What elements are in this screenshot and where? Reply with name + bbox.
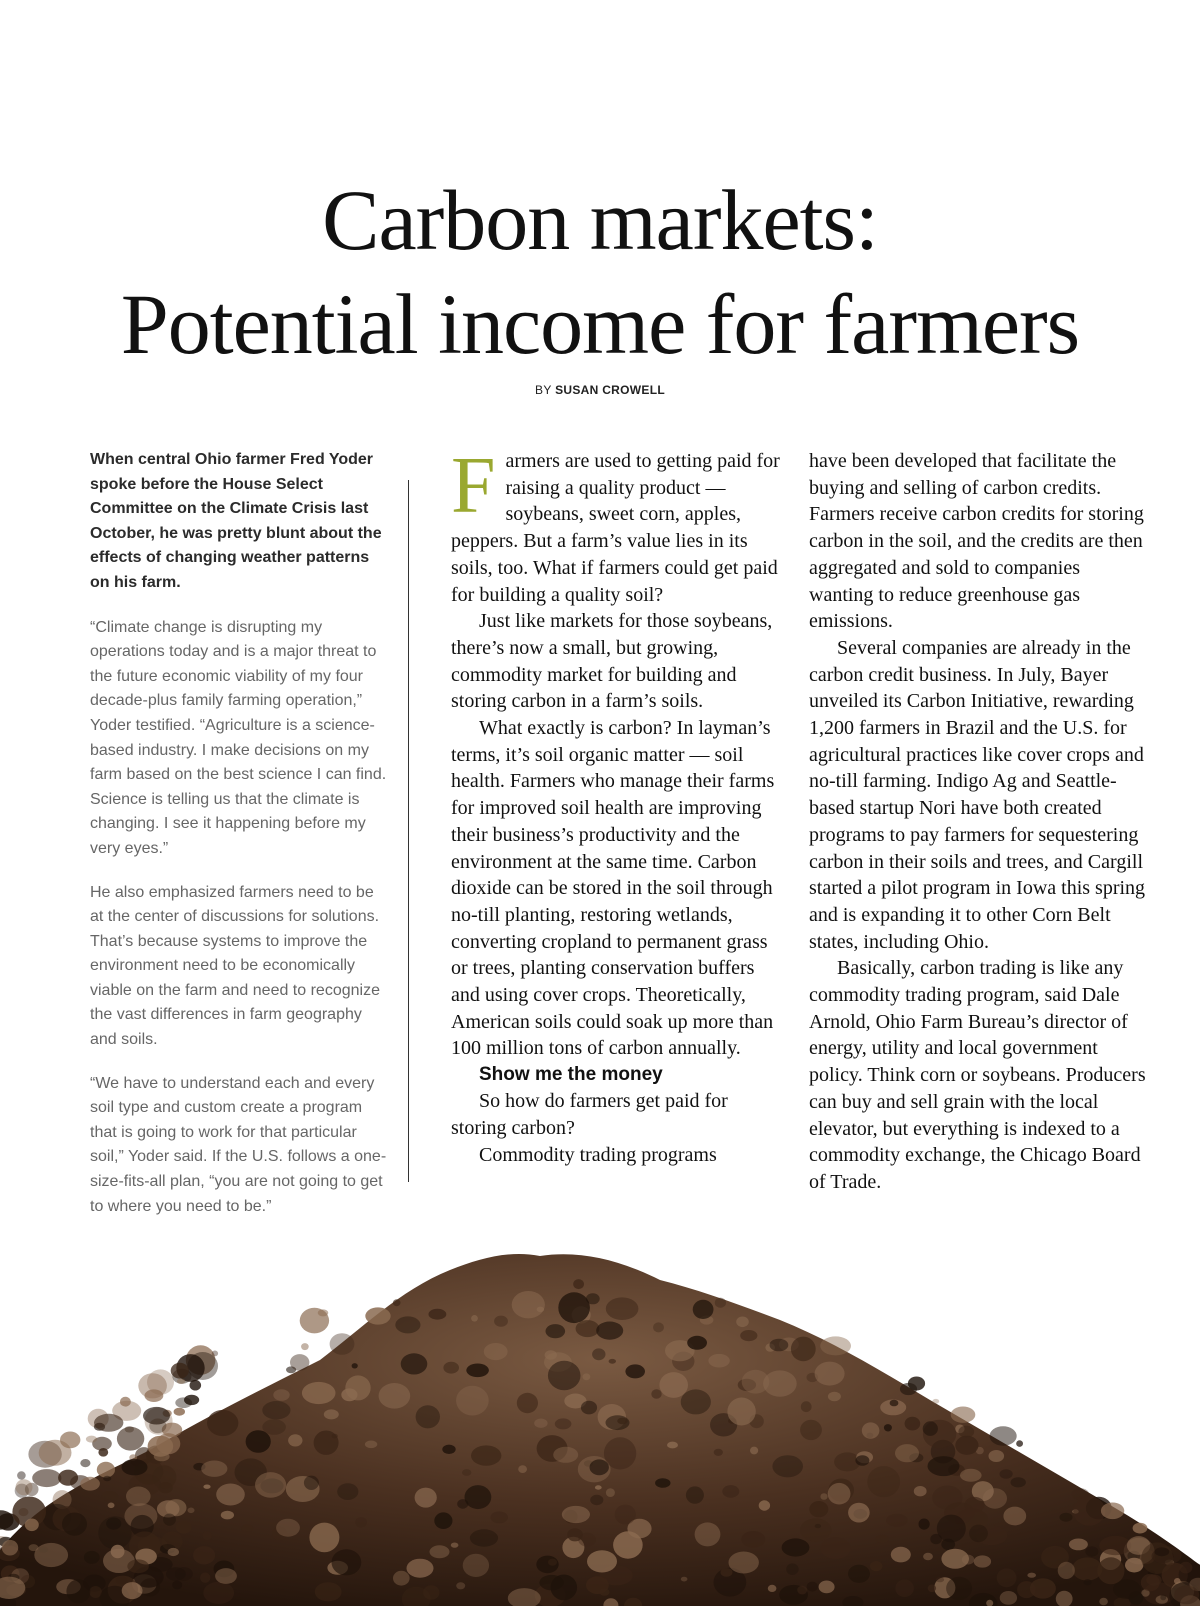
soil-clod — [1155, 1547, 1170, 1556]
soil-clod — [809, 1501, 828, 1517]
soil-clod — [149, 1419, 166, 1434]
soil-clod — [465, 1485, 492, 1509]
title-line-2: Potential income for farmers — [120, 276, 1080, 372]
soil-clod — [548, 1559, 557, 1566]
soil-clod — [741, 1531, 765, 1548]
soil-clod — [163, 1514, 176, 1526]
soil-clod — [102, 1491, 119, 1502]
soil-clod — [401, 1353, 428, 1374]
soil-clod — [517, 1393, 538, 1413]
soil-clod — [768, 1585, 777, 1592]
soil-clod — [1125, 1558, 1143, 1573]
soil-clod — [548, 1361, 581, 1390]
soil-clod — [729, 1552, 759, 1574]
soil-clod — [177, 1379, 185, 1384]
soil-clod — [32, 1469, 61, 1487]
soil-clod — [456, 1582, 465, 1589]
title-line-1: Carbon markets: — [322, 172, 878, 268]
sidebar-lead: When central Ohio farmer Fred Yoder spoke before the House Select Committee on the Climate Crisis last October, he was pretty blunt about the effects of changing weather patterns on his farm. — [90, 451, 382, 591]
soil-clod — [302, 1382, 336, 1404]
soil-clod — [595, 1485, 602, 1489]
soil-clod — [955, 1436, 978, 1455]
body-paragraph: Basically, carbon trading is like any commodity trading program, said Dale Arnold, Ohio Farm Bureau’s director of energy, utility and local government policy. Think corn or soybeans. Producers can buy and sell grain with the local elevator, but everything is indexed to a commodity exchange, the Chicago Board of Trade. — [809, 957, 1146, 1193]
soil-clod — [442, 1445, 455, 1454]
soil-clod — [1011, 1477, 1026, 1487]
soil-clod — [1060, 1513, 1073, 1522]
soil-clod — [512, 1291, 545, 1318]
soil-clod — [2, 1540, 18, 1556]
soil-clod — [681, 1389, 711, 1414]
soil-clod — [820, 1537, 850, 1559]
soil-clod — [819, 1581, 835, 1594]
soil-clod — [828, 1483, 851, 1505]
soil-clod — [80, 1459, 90, 1467]
soil-clod — [443, 1362, 459, 1374]
soil-clod — [928, 1456, 960, 1476]
soil-clod — [581, 1401, 597, 1415]
soil-clod — [309, 1523, 339, 1553]
soil-clod — [216, 1484, 245, 1506]
soil-clod — [1179, 1562, 1192, 1574]
soil-clod — [681, 1577, 688, 1582]
soil-clod — [553, 1447, 578, 1463]
soil-clod — [567, 1528, 583, 1541]
soil-clod — [759, 1500, 770, 1510]
soil-clod — [820, 1336, 851, 1355]
soil-clod — [609, 1359, 616, 1364]
soil-clod — [740, 1330, 757, 1341]
soil-clod — [330, 1333, 355, 1355]
soil-clod — [534, 1419, 547, 1428]
soil-clod — [932, 1486, 962, 1510]
soil-clod — [466, 1364, 489, 1378]
soil-clod — [379, 1383, 411, 1409]
soil-clod — [539, 1575, 563, 1590]
soil-clod — [797, 1586, 807, 1595]
soil-clod — [908, 1377, 925, 1391]
soil-clod — [1027, 1573, 1036, 1578]
soil-clod — [583, 1373, 591, 1380]
soil-clod — [25, 1519, 39, 1532]
soil-clod — [290, 1354, 309, 1371]
soil-clod — [273, 1389, 289, 1401]
soil-clod — [304, 1476, 319, 1490]
soil-clod — [807, 1582, 818, 1592]
soil-clod — [596, 1322, 623, 1340]
soil-clod — [172, 1581, 182, 1590]
soil-clod — [463, 1554, 489, 1577]
soil-clod — [471, 1445, 501, 1465]
soil-clod — [94, 1414, 123, 1432]
soil-clod — [1141, 1574, 1160, 1591]
soil-clod — [451, 1543, 459, 1548]
soil-clod — [791, 1337, 816, 1362]
soil-clod — [555, 1418, 572, 1429]
soil-clod — [355, 1517, 367, 1527]
soil-clod — [960, 1469, 982, 1482]
soil-clod — [494, 1316, 508, 1327]
soil-clod — [923, 1421, 938, 1436]
soil-clod — [471, 1315, 478, 1322]
soil-clod — [722, 1485, 739, 1498]
soil-clod — [800, 1420, 822, 1440]
soil-clod — [695, 1522, 721, 1546]
soil-clod — [573, 1279, 584, 1289]
soil-clod — [324, 1409, 339, 1419]
soil-clod — [714, 1449, 723, 1456]
soil-clod — [651, 1389, 661, 1398]
soil-clod — [207, 1410, 238, 1436]
soil-clod — [590, 1459, 609, 1475]
soil-clod — [848, 1565, 870, 1583]
soil-clod — [332, 1434, 338, 1439]
soil-clod — [586, 1576, 609, 1594]
first-paragraph-text: armers are used to getting paid for raising a quality product — soybeans, sweet corn, apples, peppers. But a farm’s value lies in its soils, too. What if farmers could get paid for building a quality soil? — [451, 450, 780, 606]
soil-clod — [1017, 1581, 1036, 1598]
soil-clod — [60, 1432, 80, 1449]
soil-clod — [1101, 1503, 1124, 1520]
soil-clod — [416, 1405, 440, 1428]
soil-clod — [867, 1466, 900, 1497]
soil-clod — [407, 1559, 434, 1578]
soil-clod — [667, 1442, 678, 1449]
soil-clod — [122, 1582, 143, 1599]
soil-clod — [393, 1299, 401, 1306]
soil-clod — [625, 1364, 645, 1378]
soil-clod — [890, 1400, 899, 1407]
soil-clod — [352, 1363, 358, 1368]
body-paragraph: Just like markets for those soybeans, there’s now a small, but growing, commodity market for building and storing carbon in a farm’s soils. — [451, 610, 773, 713]
byline — [0, 383, 1200, 397]
soil-clod — [332, 1549, 362, 1575]
soil-clod — [188, 1508, 195, 1514]
soil-clod — [86, 1436, 97, 1443]
soil-clod — [895, 1444, 919, 1462]
soil-clod — [66, 1579, 90, 1603]
soil-clod — [989, 1450, 1005, 1462]
soil-clod — [613, 1531, 643, 1558]
first-paragraph — [451, 442, 786, 608]
soil-clod — [126, 1487, 151, 1507]
soil-clod — [895, 1580, 914, 1598]
sidebar-paragraph-2: He also emphasized farmers need to be at the center of discussions for solutions. That’s because systems to improve the environment need to be economically viable on the farm and need to recognize the vast differences in farm geography and soils. — [90, 883, 380, 1049]
soil-clod — [951, 1407, 976, 1423]
soil-clod — [127, 1559, 149, 1573]
soil-clod — [727, 1398, 755, 1426]
soil-clod — [176, 1521, 192, 1534]
body-paragraph: So how do farmers get paid for storing carbon? — [451, 1090, 728, 1139]
soil-clod — [456, 1386, 489, 1416]
soil-clod — [276, 1519, 300, 1537]
soil-clod — [592, 1348, 605, 1360]
soil-clod — [891, 1547, 911, 1563]
soil-clod — [1000, 1469, 1013, 1478]
soil-clod — [862, 1422, 880, 1438]
byline-prefix: BY — [535, 383, 552, 397]
soil-clod — [200, 1573, 210, 1583]
soil-clod — [166, 1567, 186, 1581]
soil-clod — [997, 1568, 1017, 1587]
soil-clod — [928, 1585, 936, 1593]
subhead: Show me the money — [479, 1064, 663, 1086]
body-column-1 — [451, 442, 786, 1168]
soil-clod — [905, 1417, 921, 1431]
soil-clod — [1085, 1546, 1098, 1556]
soil-clod — [969, 1525, 988, 1543]
soil-clod — [1174, 1586, 1199, 1605]
soil-clod — [1069, 1539, 1088, 1551]
soil-clod — [203, 1582, 234, 1604]
soil-clod — [246, 1430, 271, 1453]
soil-clod — [1058, 1562, 1075, 1579]
soil-clod — [484, 1343, 508, 1360]
soil-clod — [763, 1370, 797, 1396]
soil-clod — [932, 1399, 939, 1404]
byline-author: SUSAN CROWELL — [555, 383, 665, 397]
soil-clod — [430, 1545, 450, 1558]
soil-clod — [423, 1585, 439, 1599]
soil-clod — [715, 1298, 726, 1308]
soil-clod — [365, 1441, 377, 1449]
soil-clod — [1099, 1598, 1108, 1606]
soil-clod — [800, 1518, 832, 1541]
soil-clod — [315, 1582, 342, 1601]
soil-clod — [215, 1568, 237, 1584]
soil-clod — [1160, 1595, 1166, 1601]
soil-clod — [855, 1455, 869, 1466]
soil-clod — [98, 1448, 108, 1457]
soil-clod — [708, 1354, 729, 1368]
soil-clod — [617, 1418, 628, 1425]
soil-clod — [174, 1408, 185, 1416]
soil-clod — [462, 1469, 471, 1476]
body-paragraph: What exactly is carbon? In layman’s terms, it’s soil organic matter — soil health. Farmers who manage their farms for improved soil health are improving their business’s productivity and the environment at the same time. Carbon dioxide can be stored in the soil through no-till planting, restoring wetlands, converting cropland to permanent grass or trees, planting conservation buffers and using cover crops. Theoretically, American soils could soak up more than 100 million tons of carbon annually. — [451, 717, 775, 1060]
soil-clod — [16, 1479, 33, 1495]
soil-clod — [782, 1538, 810, 1556]
soil-clod — [1016, 1440, 1023, 1447]
soil-clod — [365, 1307, 390, 1324]
soil-clod — [606, 1488, 615, 1497]
soil-clod — [212, 1351, 218, 1357]
soil-clod — [103, 1476, 111, 1481]
soil-clod — [876, 1535, 889, 1543]
soil-clod — [653, 1322, 664, 1332]
soil-clod — [828, 1392, 841, 1402]
soil-clod — [518, 1465, 527, 1473]
soil-clod — [936, 1577, 944, 1582]
soil-clod — [946, 1577, 972, 1600]
sidebar-paragraph-3: “We have to understand each and every soil type and custom create a program that is going to work for that particular soil,” Yoder said. If the U.S. follows a one-size-fits-all plan, “you are not going to get to where you need to be.” — [90, 1074, 387, 1215]
soil-clod — [941, 1549, 969, 1569]
soil-clod — [604, 1437, 636, 1469]
soil-clod — [301, 1343, 309, 1350]
soil-clod — [576, 1320, 600, 1337]
soil-clod — [429, 1309, 447, 1320]
soil-clod — [193, 1546, 215, 1564]
body-paragraph: Several companies are already in the carbon credit business. In July, Bayer unveiled its Carbon Initiative, rewarding 1,200 farmers in Brazil and the U.S. for agricultural practices like cover crops and no-till farming. Indigo Ag and Seattle-based startup Nori have both created programs to pay farmers for sequestering carbon in their soils and trees, and Cargill started a pilot program in Iowa this spring and is expanding it to other Corn Belt states, including Ohio. — [809, 636, 1146, 953]
soil-clod — [1129, 1591, 1144, 1604]
soil-clod — [562, 1506, 590, 1523]
soil-clod — [175, 1397, 192, 1408]
soil-clod — [884, 1424, 892, 1431]
soil-clod — [974, 1555, 991, 1567]
soil-clod — [558, 1292, 590, 1323]
soil-clod — [937, 1515, 966, 1543]
soil-clod — [545, 1350, 557, 1359]
soil-clod — [721, 1568, 733, 1577]
body-paragraph: Commodity trading programs — [479, 1143, 717, 1166]
soil-clod — [17, 1471, 26, 1479]
soil-clod — [1141, 1542, 1173, 1574]
soil-clod — [241, 1525, 253, 1532]
soil-clod — [886, 1514, 908, 1527]
soil-clod — [168, 1548, 179, 1556]
soil-clod — [490, 1511, 508, 1523]
soil-clod — [140, 1578, 160, 1596]
soil-clod — [415, 1488, 437, 1508]
soil-clod — [1099, 1536, 1131, 1555]
soil-clod — [772, 1455, 803, 1477]
soil-clod — [395, 1316, 420, 1333]
soil-pile-image — [0, 1250, 1200, 1606]
soil-clod — [686, 1486, 704, 1503]
soil-clod — [34, 1543, 68, 1567]
soil-clod — [659, 1372, 688, 1398]
soil-clod — [288, 1434, 302, 1446]
soil-clod — [202, 1531, 211, 1540]
soil-clod — [606, 1297, 639, 1320]
soil-clod — [990, 1426, 1017, 1446]
soil-clod — [1003, 1507, 1026, 1526]
soil-clod — [221, 1511, 234, 1520]
soil-clod — [117, 1427, 144, 1451]
soil-clod — [62, 1513, 87, 1536]
pull-sidebar — [90, 448, 390, 1238]
soil-clod — [393, 1571, 410, 1586]
soil-clod — [801, 1401, 812, 1412]
soil-clod — [919, 1519, 930, 1530]
soil-clod — [914, 1486, 927, 1496]
soil-clod — [255, 1472, 286, 1498]
soil-clod — [870, 1561, 882, 1571]
soil-clod — [615, 1505, 636, 1525]
soil-clod — [122, 1459, 148, 1475]
soil-clod — [1073, 1497, 1105, 1526]
soil-clod — [154, 1452, 170, 1462]
soil-clod — [97, 1462, 115, 1478]
soil-clod — [1000, 1591, 1017, 1605]
soil-clod — [262, 1419, 286, 1435]
soil-clod — [158, 1482, 172, 1493]
soil-clod — [203, 1485, 210, 1489]
column-divider — [408, 480, 409, 1182]
soil-clod — [1097, 1557, 1124, 1584]
soil-clod — [590, 1495, 603, 1505]
soil-clod — [434, 1512, 452, 1529]
soil-clod — [1133, 1523, 1148, 1534]
sidebar-paragraph-1: “Climate change is disrupting my operations today and is a major threat to the future economic viability of my four decade-plus family farming operation,” Yoder testified. “Agriculture is a science-based industry. I make decisions on my farm based on the best science I can find. Science is telling us that the climate is changing. I see it happening before my very eyes.” — [90, 618, 387, 857]
soil-clod — [736, 1317, 749, 1328]
soil-clod — [145, 1389, 164, 1402]
soil-clod — [345, 1375, 370, 1400]
soil-clod — [820, 1493, 827, 1500]
soil-clod — [786, 1563, 798, 1575]
soil-clod — [546, 1324, 566, 1338]
soil-clod — [687, 1336, 707, 1350]
drop-cap: F — [451, 442, 496, 530]
soil-clod — [470, 1529, 498, 1546]
soil-clod — [923, 1553, 933, 1560]
soil-clod — [262, 1401, 290, 1419]
body-column-2 — [809, 448, 1149, 1196]
soil-clod — [655, 1478, 670, 1488]
soil-clod — [770, 1339, 789, 1352]
soil-clod — [318, 1309, 329, 1316]
soil-clod — [587, 1550, 617, 1572]
soil-clod — [965, 1497, 985, 1513]
soil-clod — [848, 1503, 870, 1523]
soil-clod — [750, 1447, 758, 1455]
article-title — [0, 168, 1200, 376]
soil-clod — [84, 1551, 100, 1564]
soil-clod — [1084, 1579, 1092, 1585]
continuation-paragraph: have been developed that facilitate the buying and selling of carbon credits. Farmers receive carbon credits for storing carbon in the soil, and the credits are then aggregated and sold to companies wanting to reduce greenhouse gas emissions. — [809, 450, 1144, 633]
soil-clod — [337, 1483, 358, 1500]
soil-clod — [201, 1461, 227, 1477]
soil-clod — [815, 1362, 845, 1386]
soil-clod — [693, 1300, 714, 1319]
soil-clod — [171, 1363, 189, 1379]
soil-clod — [108, 1503, 115, 1509]
soil-clod — [80, 1477, 100, 1491]
